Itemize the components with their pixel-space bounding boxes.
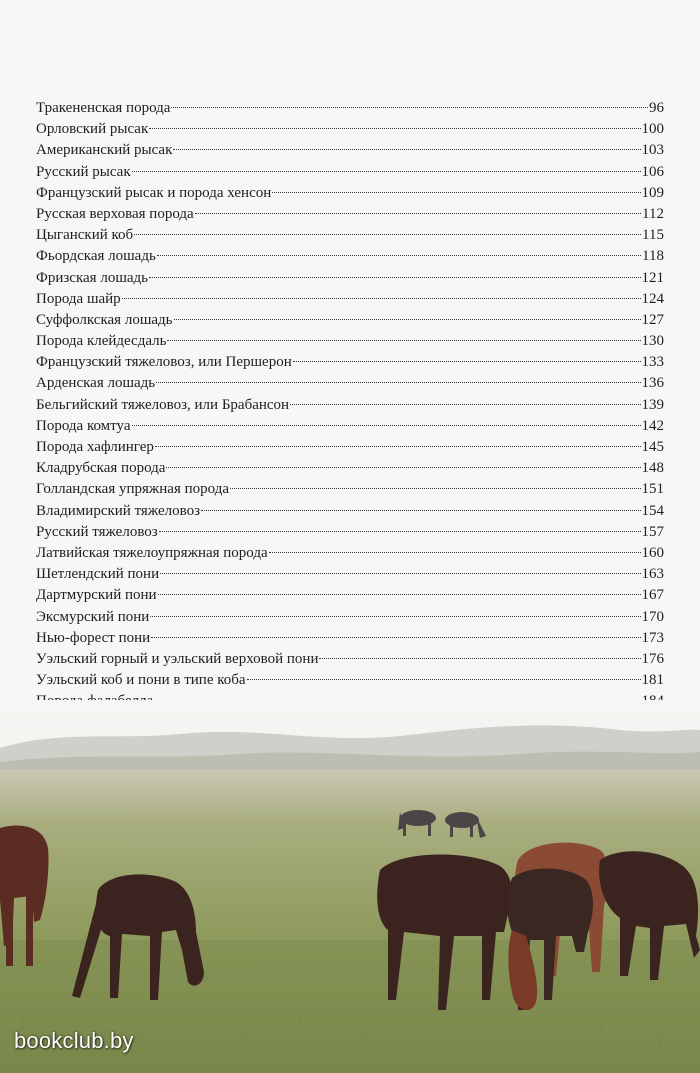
toc-leader-dots (158, 594, 641, 595)
toc-entry (36, 98, 664, 119)
toc-entry-page-number: 139 (641, 396, 664, 413)
toc-entry-title: Фьордская лошадь (36, 248, 156, 265)
toc-entry-title: Цыганский коб (36, 227, 134, 244)
toc-entry-page-number: 130 (641, 333, 664, 350)
toc-entry (36, 246, 664, 267)
toc-leader-dots (247, 679, 641, 680)
toc-entry-page-number: 112 (642, 205, 664, 222)
toc-leader-dots (230, 488, 641, 489)
toc-entry-title: Русский рысак (36, 163, 131, 180)
toc-leader-dots (160, 573, 640, 574)
steppe-horses-photo (0, 700, 700, 1073)
toc-entry (36, 479, 664, 500)
toc-entry (36, 183, 664, 204)
toc-entry (36, 162, 664, 183)
toc-entry-title: Американский рысак (36, 142, 173, 159)
toc-entry-title: Суффолкская лошадь (36, 311, 173, 328)
toc-entry-page-number: 133 (641, 354, 664, 371)
toc-leader-dots (132, 171, 641, 172)
toc-entry (36, 670, 664, 691)
toc-entry-title: Французский рысак и порода хенсон (36, 184, 272, 201)
toc-entry-page-number: 136 (641, 375, 664, 392)
toc-entry (36, 522, 664, 543)
toc-entry-page-number: 127 (641, 311, 664, 328)
toc-entry-title: Русская верховая порода (36, 205, 194, 222)
toc-entry-title: Уэльский коб и пони в типе коба (36, 672, 246, 689)
toc-entry-title: Владимирский тяжеловоз (36, 502, 201, 519)
toc-entry-page-number: 170 (641, 608, 664, 625)
toc-entry-title: Шетлендский пони (36, 566, 160, 583)
toc-entry (36, 225, 664, 246)
toc-entry (36, 140, 664, 161)
toc-entry (36, 437, 664, 458)
toc-entry (36, 352, 664, 373)
toc-leader-dots (159, 531, 641, 532)
toc-entry-title: Фризская лошадь (36, 269, 148, 286)
toc-entry (36, 395, 664, 416)
toc-entry (36, 564, 664, 585)
table-of-contents (36, 98, 664, 734)
toc-leader-dots (132, 425, 641, 426)
toc-entry-title: Латвийская тяжелоупряжная порода (36, 544, 268, 561)
toc-leader-dots (150, 616, 640, 617)
toc-leader-dots (171, 107, 648, 108)
toc-leader-dots (272, 192, 640, 193)
toc-leader-dots (319, 658, 640, 659)
toc-leader-dots (157, 255, 641, 256)
toc-entry-page-number: 142 (641, 417, 664, 434)
toc-entry (36, 501, 664, 522)
toc-entry-title: Порода шайр (36, 290, 121, 307)
toc-entry-page-number: 145 (641, 439, 664, 455)
toc-entry-page-number: 176 (641, 650, 664, 667)
toc-leader-dots (167, 340, 640, 341)
toc-entry-title: Бельгийский тяжеловоз, или Брабансон (36, 396, 290, 413)
toc-entry (36, 204, 664, 225)
toc-leader-dots (155, 446, 641, 447)
toc-entry-title: Арденская лошадь (36, 375, 156, 392)
toc-leader-dots (149, 277, 641, 278)
toc-leader-dots (166, 467, 640, 468)
toc-entry-title: Дартмурский пони (36, 587, 157, 604)
toc-entry (36, 543, 664, 564)
toc-entry-page-number: 100 (641, 121, 664, 138)
toc-leader-dots (290, 404, 640, 405)
landscape-illustration (0, 700, 700, 1073)
toc-entry (36, 607, 664, 628)
toc-leader-dots (149, 128, 640, 129)
toc-entry-page-number: 163 (641, 566, 664, 583)
toc-entry (36, 458, 664, 479)
toc-entry-page-number: 148 (641, 460, 664, 477)
toc-leader-dots (293, 361, 641, 362)
toc-entry-page-number: 118 (642, 248, 664, 265)
toc-entry-page-number: 151 (641, 481, 664, 498)
toc-leader-dots (156, 382, 640, 383)
toc-leader-dots (195, 213, 641, 214)
toc-entry-page-number: 181 (641, 672, 664, 689)
toc-entry-page-number: 173 (641, 629, 664, 646)
toc-entry-page-number: 109 (641, 184, 664, 201)
toc-entry-title: Порода комтуа (36, 417, 131, 434)
toc-entry (36, 416, 664, 437)
toc-entry (36, 373, 664, 394)
toc-leader-dots (201, 510, 640, 511)
toc-entry (36, 268, 664, 289)
toc-entry-page-number: 115 (642, 227, 664, 244)
toc-entry-page-number: 124 (641, 290, 664, 307)
toc-entry-page-number: 96 (649, 100, 664, 116)
toc-entry-page-number: 106 (641, 163, 664, 180)
toc-entry-page-number: 157 (641, 523, 664, 540)
toc-entry (36, 310, 664, 331)
toc-entry-title: Уэльский горный и уэльский верховой пони (36, 650, 319, 667)
toc-entry-page-number: 160 (641, 544, 664, 561)
toc-entry-title: Тракененская порода (36, 100, 171, 116)
toc-leader-dots (122, 298, 641, 299)
toc-leader-dots (151, 637, 640, 638)
toc-entry-title: Порода хафлингер (36, 439, 154, 455)
toc-entry-page-number: 103 (641, 142, 664, 159)
toc-entry-title: Французский тяжеловоз, или Першерон (36, 354, 292, 371)
toc-leader-dots (174, 319, 641, 320)
toc-entry-title: Кладрубская порода (36, 460, 166, 477)
toc-entry-title: Орловский рысак (36, 121, 149, 138)
toc-entry-title: Порода клейдесдаль (36, 333, 167, 350)
toc-leader-dots (173, 149, 640, 150)
toc-entry-page-number: 167 (641, 587, 664, 604)
toc-entry (36, 331, 664, 352)
toc-entry-page-number: 154 (641, 502, 664, 519)
toc-entry-title: Голландская упряжная порода (36, 481, 229, 498)
toc-entry (36, 119, 664, 140)
toc-entry (36, 649, 664, 670)
toc-entry-page-number: 121 (641, 269, 664, 286)
toc-entry-title: Эксмурский пони (36, 608, 150, 625)
toc-leader-dots (134, 234, 641, 235)
toc-entry (36, 289, 664, 310)
toc-entry-title: Русский тяжеловоз (36, 523, 158, 540)
toc-entry (36, 628, 664, 649)
watermark-logo: bookclub.by (14, 1028, 134, 1053)
toc-entry (36, 585, 664, 606)
toc-entry-title: Нью-форест пони (36, 629, 151, 646)
toc-leader-dots (269, 552, 641, 553)
